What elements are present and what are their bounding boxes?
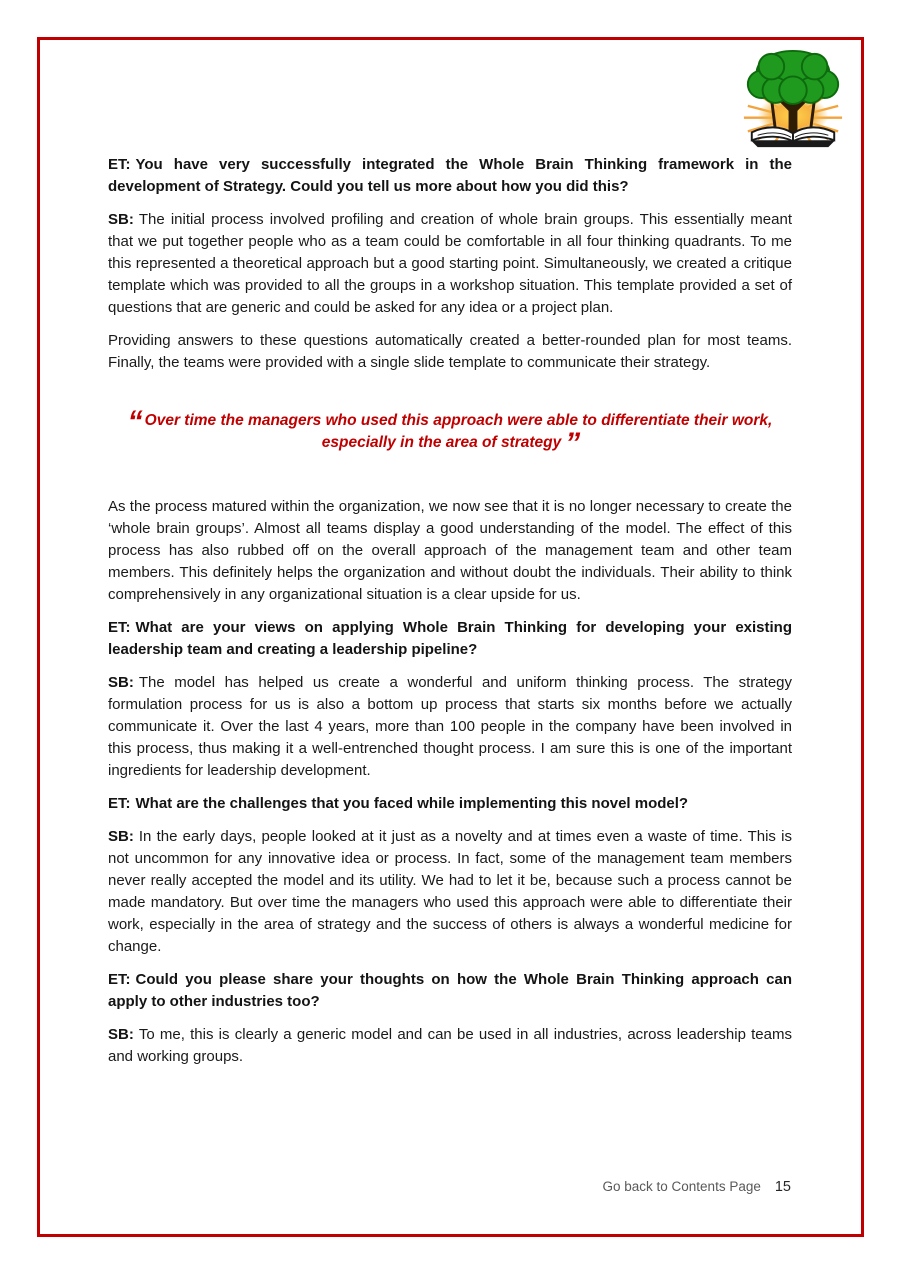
body-text: As the process matured within the organization, we now see that it is no longer necessary to create the ‘whole brain groups’. Almost all teams display a good understanding of the model. The effect of this process has also rubbed off on the overall approach of the management team and other team members. This definitely helps the organization and without doubt the individuals. Their ability to think comprehensively in any organizational situation is a clear upside for us. bbox=[108, 498, 792, 603]
close-quote-mark: ” bbox=[565, 427, 579, 460]
speaker-label: ET: bbox=[108, 795, 131, 812]
speaker-label: ET: bbox=[108, 156, 131, 173]
question-paragraph bbox=[108, 969, 792, 1013]
speaker-label: SB: bbox=[108, 211, 134, 228]
page-footer bbox=[603, 1179, 792, 1195]
open-quote-mark: “ bbox=[127, 405, 141, 438]
speaker-label: ET: bbox=[108, 971, 131, 988]
answer-text: The initial process involved profiling and creation of whole brain groups. This essentially meant that we put together people who as a team could be comfortable in all four thinking quadrants. To me this represented a theoretical approach but a good starting point. Simultaneously, we created a critique template which was provided to all the groups in a workshop situation. This template provided a set of questions that are generic and could be asked for any idea or a project plan. bbox=[108, 211, 792, 316]
body-paragraph bbox=[108, 330, 792, 374]
question-text: You have very successfully integrated the Whole Brain Thinking framework in the development of Strategy. Could you tell us more about how you did this? bbox=[108, 156, 792, 195]
body-text: Providing answers to these questions automatically created a better-rounded plan for most teams. Finally, the teams were provided with a single slide template to communicate their strategy. bbox=[108, 332, 792, 371]
interview-body bbox=[108, 154, 792, 1079]
question-paragraph bbox=[108, 793, 792, 815]
pull-quote-text: Over time the managers who used this approach were able to differentiate their work, especially in the area of strategy bbox=[144, 412, 773, 451]
tree-book-logo-icon bbox=[734, 47, 852, 153]
answer-text: To me, this is clearly a generic model and can be used in all industries, across leadership teams and working groups. bbox=[108, 1026, 792, 1065]
question-paragraph bbox=[108, 154, 792, 198]
question-paragraph bbox=[108, 617, 792, 661]
body-paragraph bbox=[108, 496, 792, 606]
answer-paragraph bbox=[108, 1024, 792, 1068]
speaker-label: SB: bbox=[108, 674, 134, 691]
page-number: 15 bbox=[774, 1179, 791, 1195]
question-text: What are the challenges that you faced while implementing this novel model? bbox=[135, 795, 689, 812]
speaker-label: SB: bbox=[108, 828, 134, 845]
answer-paragraph bbox=[108, 826, 792, 958]
question-text: Could you please share your thoughts on how the Whole Brain Thinking approach can apply to other industries too? bbox=[108, 971, 792, 1010]
pull-quote bbox=[118, 405, 782, 460]
question-text: What are your views on applying Whole Brain Thinking for developing your existing leadership team and creating a leadership pipeline? bbox=[108, 619, 792, 658]
answer-text: The model has helped us create a wonderful and uniform thinking process. The strategy formulation process for us is also a bottom up process that starts six months before we actually communicate it. Over the last 4 years, more than 100 people in the company have been involved in this process, thus making it a well-entrenched thought process. I am sure this is one of the important ingredients for leadership development. bbox=[108, 674, 792, 779]
speaker-label: ET: bbox=[108, 619, 131, 636]
answer-paragraph bbox=[108, 672, 792, 782]
contents-page-link[interactable]: Go back to Contents Page bbox=[602, 1179, 761, 1194]
answer-text: In the early days, people looked at it just as a novelty and at times even a waste of time. This is not uncommon for any innovative idea or process. In fact, some of the management team members never really accepted the model and its utility. We had to let it be, because such a process cannot be made mandatory. But over time the managers who used this approach were able to differentiate their work, especially in the area of strategy and the success of others is always a wonderful medicine for change. bbox=[108, 828, 792, 955]
speaker-label: SB: bbox=[108, 1026, 134, 1043]
answer-paragraph bbox=[108, 209, 792, 319]
